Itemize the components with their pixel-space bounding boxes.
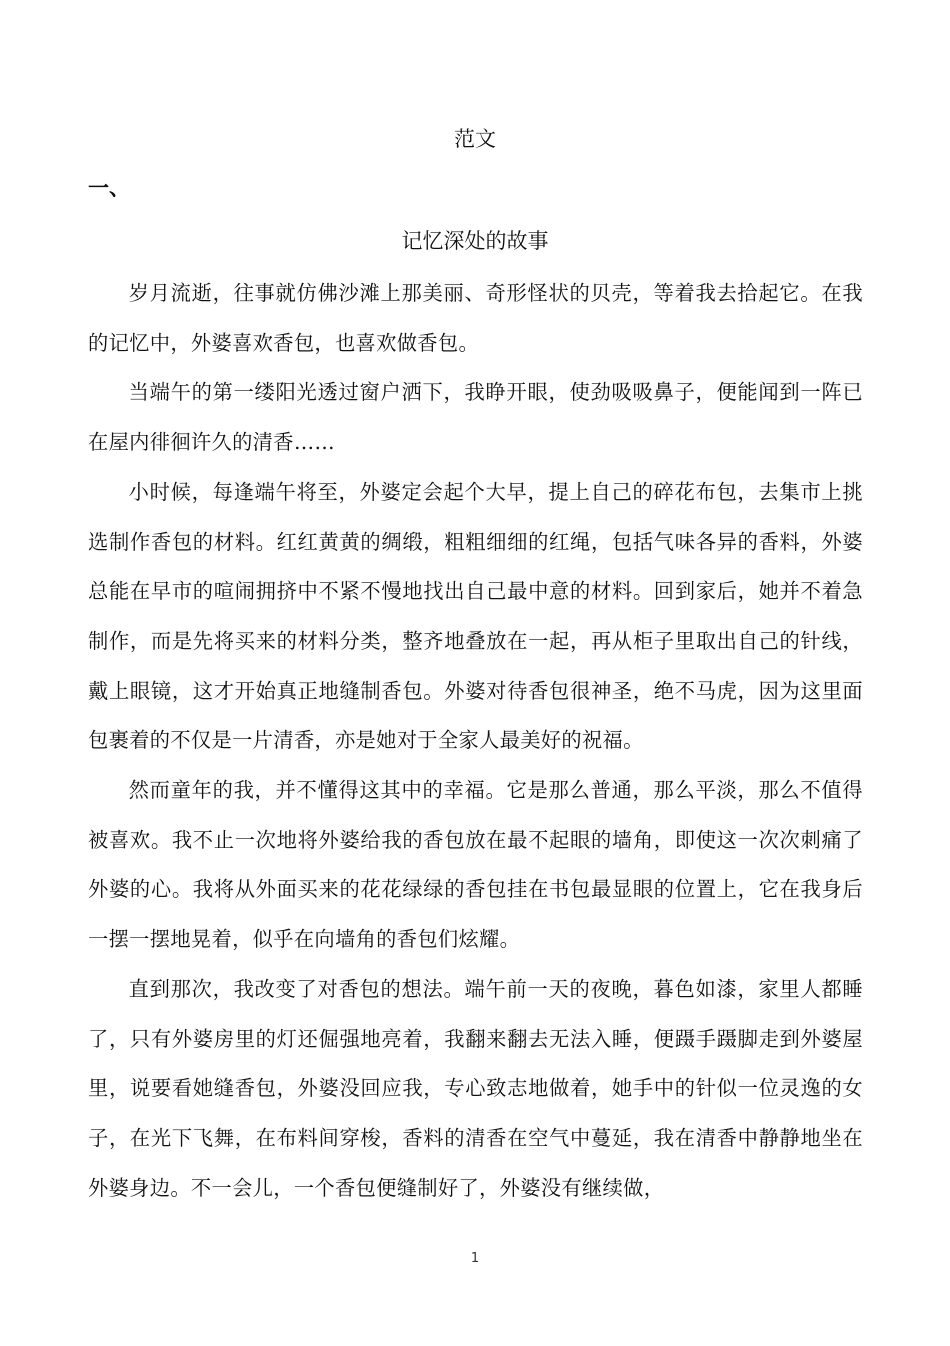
paragraph-1: 岁月流逝，往事就仿佛沙滩上那美丽、奇形怪状的贝壳，等着我去拾起它。在我的记忆中，外婆喜欢香包，也喜欢做香包。	[88, 281, 863, 355]
paragraph-4: 然而童年的我，并不懂得这其中的幸福。它是那么普通，那么平淡，那么不值得被喜欢。我不止一次地将外婆给我的香包放在最不起眼的墙角，即使这一次次刺痛了外婆的心。我将从外面买来的花花绿绿的香包挂在书包最显眼的位置上，它在我身后一摆一摆地晃着，似乎在向墙角的香包们炫耀。	[88, 778, 863, 952]
paragraph-2: 当端午的第一缕阳光透过窗户洒下，我睁开眼，使劲吸吸鼻子，便能闻到一阵已在屋内徘徊许久的清香……	[88, 380, 863, 455]
paragraph-3: 小时候，每逢端午将至，外婆定会起个大早，提上自己的碎花布包，去集市上挑选制作香包的材料。红红黄黄的绸缎，粗粗细细的红绳，包括气味各异的香料，外婆总能在早市的喧闹拥挤中不紧不慢地找出自己最中意的材料。回到家后，她并不着急制作，而是先将买来的材料分类，整齐地叠放在一起，再从柜子里取出自己的针线，戴上眼镜，这才开始真正地缝制香包。外婆对待香包很神圣，绝不马虎，因为这里面包裹着的不仅是一片清香，亦是她对于全家人最美好的祝福。	[88, 479, 863, 753]
document-heading: 范文	[454, 127, 496, 151]
essay-title: 记忆深处的故事	[401, 229, 549, 253]
page-number: 1	[470, 1251, 480, 1266]
paragraph-5: 直到那次，我改变了对香包的想法。端午前一天的夜晚，暮色如漆，家里人都睡了，只有外婆房里的灯还倔强地亮着，我翻来翻去无法入睡，便蹑手蹑脚走到外婆屋里，说要看她缝香包，外婆没回应我，专心致志地做着，她手中的针似一位灵逸的女子，在光下飞舞，在布料间穿梭，香料的清香在空气中蔓延，我在清香中静静地坐在外婆身边。不一会儿，一个香包便缝制好了，外婆没有继续做，	[88, 976, 863, 1200]
section-number: 一、	[88, 176, 130, 200]
essay-body	[88, 269, 863, 1213]
